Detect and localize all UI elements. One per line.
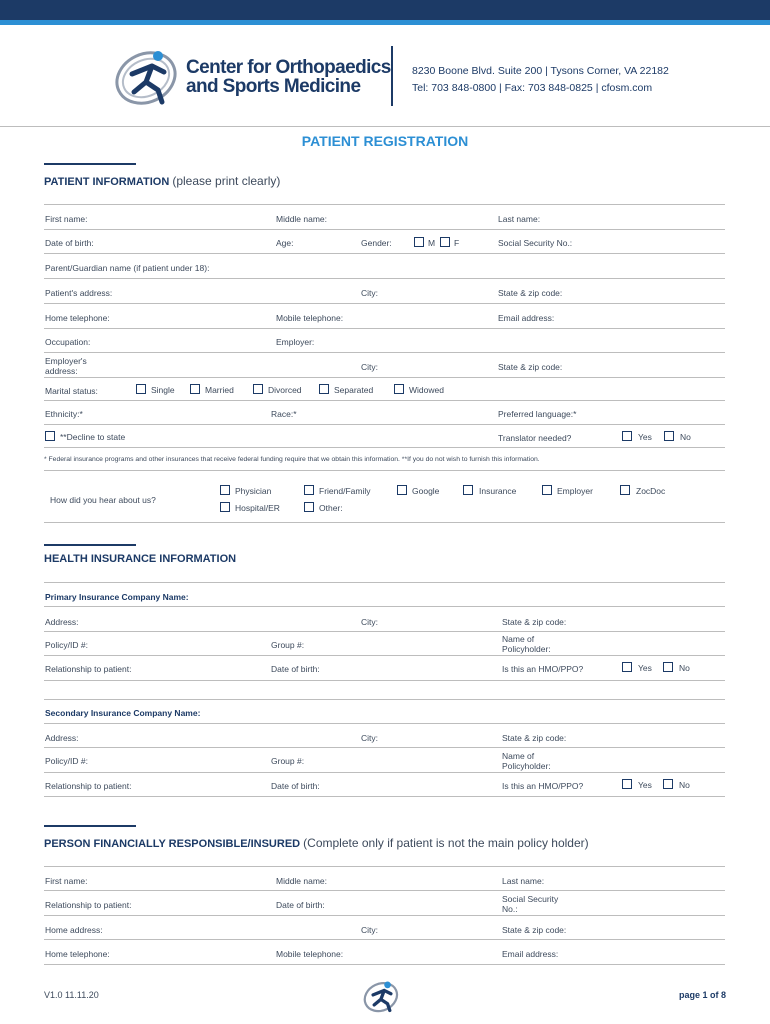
primary-holder-field[interactable]: Name of Policyholder:	[502, 634, 551, 654]
secondary-dob-field[interactable]: Date of birth:	[271, 781, 320, 791]
hear-physician-checkbox[interactable]	[220, 485, 230, 495]
primary-hmo-yes-label: Yes	[638, 663, 652, 673]
rule	[44, 253, 725, 254]
address-line: 8230 Boone Blvd. Suite 200 | Tysons Corner, VA 22182	[412, 65, 669, 77]
section-bar	[44, 163, 136, 165]
age-field[interactable]: Age:	[276, 238, 294, 248]
rule	[44, 866, 725, 867]
hear-google-checkbox[interactable]	[397, 485, 407, 495]
rule	[44, 655, 725, 656]
hear-insurance-label: Insurance	[479, 486, 517, 496]
header-rule	[0, 126, 770, 127]
secondary-holder-field[interactable]: Name of Policyholder:	[502, 751, 551, 771]
primary-hmo-label: Is this an HMO/PPO?	[502, 664, 584, 674]
resp-ssn-field[interactable]: Social Security No.:	[502, 894, 559, 914]
secondary-policy-field[interactable]: Policy/ID #:	[45, 756, 88, 766]
secondary-hmo-no-checkbox[interactable]	[663, 779, 673, 789]
translator-yes-label: Yes	[638, 432, 652, 442]
marital-widowed-label: Widowed	[409, 385, 444, 395]
mobile-telephone-field[interactable]: Mobile telephone:	[276, 313, 344, 323]
federal-footnote: * Federal insurance programs and other insurances that receive federal funding require that we obtain this information. **If you do not wish to furnish this information.	[44, 456, 540, 463]
occupation-field[interactable]: Occupation:	[45, 337, 91, 347]
race-field[interactable]: Race:*	[271, 409, 297, 419]
decline-checkbox[interactable]	[45, 431, 55, 441]
hear-friend-family-checkbox[interactable]	[304, 485, 314, 495]
gender-label: Gender:	[361, 238, 392, 248]
primary-insurance-title: Primary Insurance Company Name:	[45, 592, 189, 602]
hear-other-checkbox[interactable]	[304, 502, 314, 512]
primary-state-zip-field[interactable]: State & zip code:	[502, 617, 567, 627]
primary-relationship-field[interactable]: Relationship to patient:	[45, 664, 132, 674]
secondary-relationship-field[interactable]: Relationship to patient:	[45, 781, 132, 791]
header-accent-bar	[0, 20, 770, 25]
hear-hospital-checkbox[interactable]	[220, 502, 230, 512]
health-insurance-heading: HEALTH INSURANCE INFORMATION	[44, 553, 237, 565]
rule	[44, 303, 725, 304]
patient-info-subtitle: (please print clearly)	[172, 174, 281, 188]
hear-hospital-label: Hospital/ER	[235, 503, 280, 513]
marital-divorced-label: Divorced	[268, 385, 302, 395]
primary-hmo-yes-checkbox[interactable]	[622, 662, 632, 672]
resp-email-field[interactable]: Email address:	[502, 949, 559, 959]
decline-label: **Decline to state	[60, 432, 126, 442]
hear-insurance-checkbox[interactable]	[463, 485, 473, 495]
contact-line: Tel: 703 848-0800 | Fax: 703 848-0825 | cfosm.com	[412, 82, 653, 94]
hear-google-label: Google	[412, 486, 440, 496]
resp-mobile-telephone-field[interactable]: Mobile telephone:	[276, 949, 344, 959]
marital-divorced-checkbox[interactable]	[253, 384, 263, 394]
resp-city-field[interactable]: City:	[361, 925, 378, 935]
hear-zocdoc-checkbox[interactable]	[620, 485, 630, 495]
employer-field[interactable]: Employer:	[276, 337, 315, 347]
rule	[44, 278, 725, 279]
primary-policy-field[interactable]: Policy/ID #:	[45, 640, 88, 650]
marital-married-checkbox[interactable]	[190, 384, 200, 394]
rule	[44, 699, 725, 700]
resp-last-name-field[interactable]: Last name:	[502, 876, 545, 886]
rule	[44, 447, 725, 448]
rule	[44, 377, 725, 378]
state-zip-field[interactable]: State & zip code:	[498, 288, 563, 298]
org-name-line2: and Sports Medicine	[186, 76, 361, 97]
rule	[44, 890, 725, 891]
ethnicity-field[interactable]: Ethnicity:*	[45, 409, 83, 419]
translator-label: Translator needed?	[498, 433, 572, 443]
hear-friend-family-label: Friend/Family	[319, 486, 371, 496]
primary-hmo-no-checkbox[interactable]	[663, 662, 673, 672]
org-name-line1: Center for Orthopaedics	[186, 57, 391, 78]
version-label: V1.0 11.11.20	[44, 990, 99, 1000]
patient-info-heading	[44, 174, 280, 188]
primary-group-field[interactable]: Group #:	[271, 640, 305, 650]
secondary-address-field[interactable]: Address:	[45, 733, 79, 743]
rule	[44, 352, 725, 353]
rule	[44, 772, 725, 773]
gender-f-label: F	[454, 238, 460, 248]
hear-about-label: How did you hear about us?	[50, 495, 156, 505]
gender-m-label: M	[428, 238, 436, 248]
rule	[44, 796, 725, 797]
translator-yes-checkbox[interactable]	[622, 431, 632, 441]
marital-single-checkbox[interactable]	[136, 384, 146, 394]
resp-state-zip-field[interactable]: State & zip code:	[502, 925, 567, 935]
rule	[44, 229, 725, 230]
hear-employer-label: Employer	[557, 486, 593, 496]
hear-employer-checkbox[interactable]	[542, 485, 552, 495]
rule	[44, 964, 725, 965]
marital-separated-label: Separated	[334, 385, 374, 395]
last-name-field[interactable]: Last name:	[498, 214, 541, 224]
resp-home-address-field[interactable]: Home address:	[45, 925, 103, 935]
org-name	[186, 58, 391, 96]
header-top-bar	[0, 0, 770, 20]
secondary-group-field[interactable]: Group #:	[271, 756, 305, 766]
hear-zocdoc-label: ZocDoc	[636, 486, 666, 496]
rule	[44, 606, 725, 607]
ssn-field[interactable]: Social Security No.:	[498, 238, 573, 248]
resp-middle-name-field[interactable]: Middle name:	[276, 876, 328, 886]
patient-address-field[interactable]: Patient's address:	[45, 288, 113, 298]
section-bar	[44, 825, 136, 827]
guardian-field[interactable]: Parent/Guardian name (if patient under 18):	[45, 263, 210, 273]
secondary-hmo-yes-checkbox[interactable]	[622, 779, 632, 789]
header-divider	[391, 46, 393, 106]
primary-dob-field[interactable]: Date of birth:	[271, 664, 320, 674]
responsible-subtitle: (Complete only if patient is not the main policy holder)	[303, 836, 589, 850]
rule	[44, 747, 725, 748]
marital-separated-checkbox[interactable]	[319, 384, 329, 394]
translator-no-checkbox[interactable]	[664, 431, 674, 441]
resp-relationship-field[interactable]: Relationship to patient:	[45, 900, 132, 910]
gender-f-checkbox[interactable]	[440, 237, 450, 247]
secondary-hmo-yes-label: Yes	[638, 780, 652, 790]
responsible-heading	[44, 836, 589, 850]
rule	[44, 522, 725, 523]
secondary-insurance-title: Secondary Insurance Company Name:	[45, 708, 201, 718]
rule	[44, 939, 725, 940]
secondary-hmo-label: Is this an HMO/PPO?	[502, 781, 584, 791]
dob-field[interactable]: Date of birth:	[45, 238, 94, 248]
patient-info-title: PATIENT INFORMATION	[44, 176, 170, 188]
secondary-state-zip-field[interactable]: State & zip code:	[502, 733, 567, 743]
city-field[interactable]: City:	[361, 288, 378, 298]
secondary-city-field[interactable]: City:	[361, 733, 378, 743]
rule	[44, 470, 725, 471]
resp-dob-field[interactable]: Date of birth:	[276, 900, 325, 910]
employer-state-zip-field[interactable]: State & zip code:	[498, 362, 563, 372]
footer-logo-icon	[362, 978, 402, 1014]
rule	[44, 723, 725, 724]
resp-first-name-field[interactable]: First name:	[45, 876, 88, 886]
hear-physician-label: Physician	[235, 486, 272, 496]
marital-single-label: Single	[151, 385, 175, 395]
marital-married-label: Married	[205, 385, 234, 395]
rule	[44, 582, 725, 583]
translator-no-label: No	[680, 432, 691, 442]
hear-other-label: Other:	[319, 503, 343, 513]
resp-home-telephone-field[interactable]: Home telephone:	[45, 949, 110, 959]
secondary-hmo-no-label: No	[679, 780, 690, 790]
primary-city-field[interactable]: City:	[361, 617, 378, 627]
primary-hmo-no-label: No	[679, 663, 690, 673]
middle-name-field[interactable]: Middle name:	[276, 214, 328, 224]
email-field[interactable]: Email address:	[498, 313, 555, 323]
runner-logo-icon	[112, 44, 184, 108]
page-title: PATIENT REGISTRATION	[301, 133, 469, 149]
gender-m-checkbox[interactable]	[414, 237, 424, 247]
page-number: page 1 of 8	[678, 990, 726, 1000]
first-name-field[interactable]: First name:	[45, 214, 88, 224]
preferred-language-field[interactable]: Preferred language:*	[498, 409, 577, 419]
rule	[44, 424, 725, 425]
employer-address-field[interactable]: Employer's address:	[45, 356, 87, 376]
rule	[44, 400, 725, 401]
home-telephone-field[interactable]: Home telephone:	[45, 313, 110, 323]
rule	[44, 328, 725, 329]
responsible-title: PERSON FINANCIALLY RESPONSIBLE/INSURED	[44, 838, 301, 850]
employer-city-field[interactable]: City:	[361, 362, 378, 372]
primary-address-field[interactable]: Address:	[45, 617, 79, 627]
rule	[44, 204, 725, 205]
rule	[44, 680, 725, 681]
header-address	[412, 63, 669, 97]
section-bar	[44, 544, 136, 546]
rule	[44, 631, 725, 632]
marital-widowed-checkbox[interactable]	[394, 384, 404, 394]
marital-status-label: Marital status:	[45, 386, 98, 396]
rule	[44, 915, 725, 916]
